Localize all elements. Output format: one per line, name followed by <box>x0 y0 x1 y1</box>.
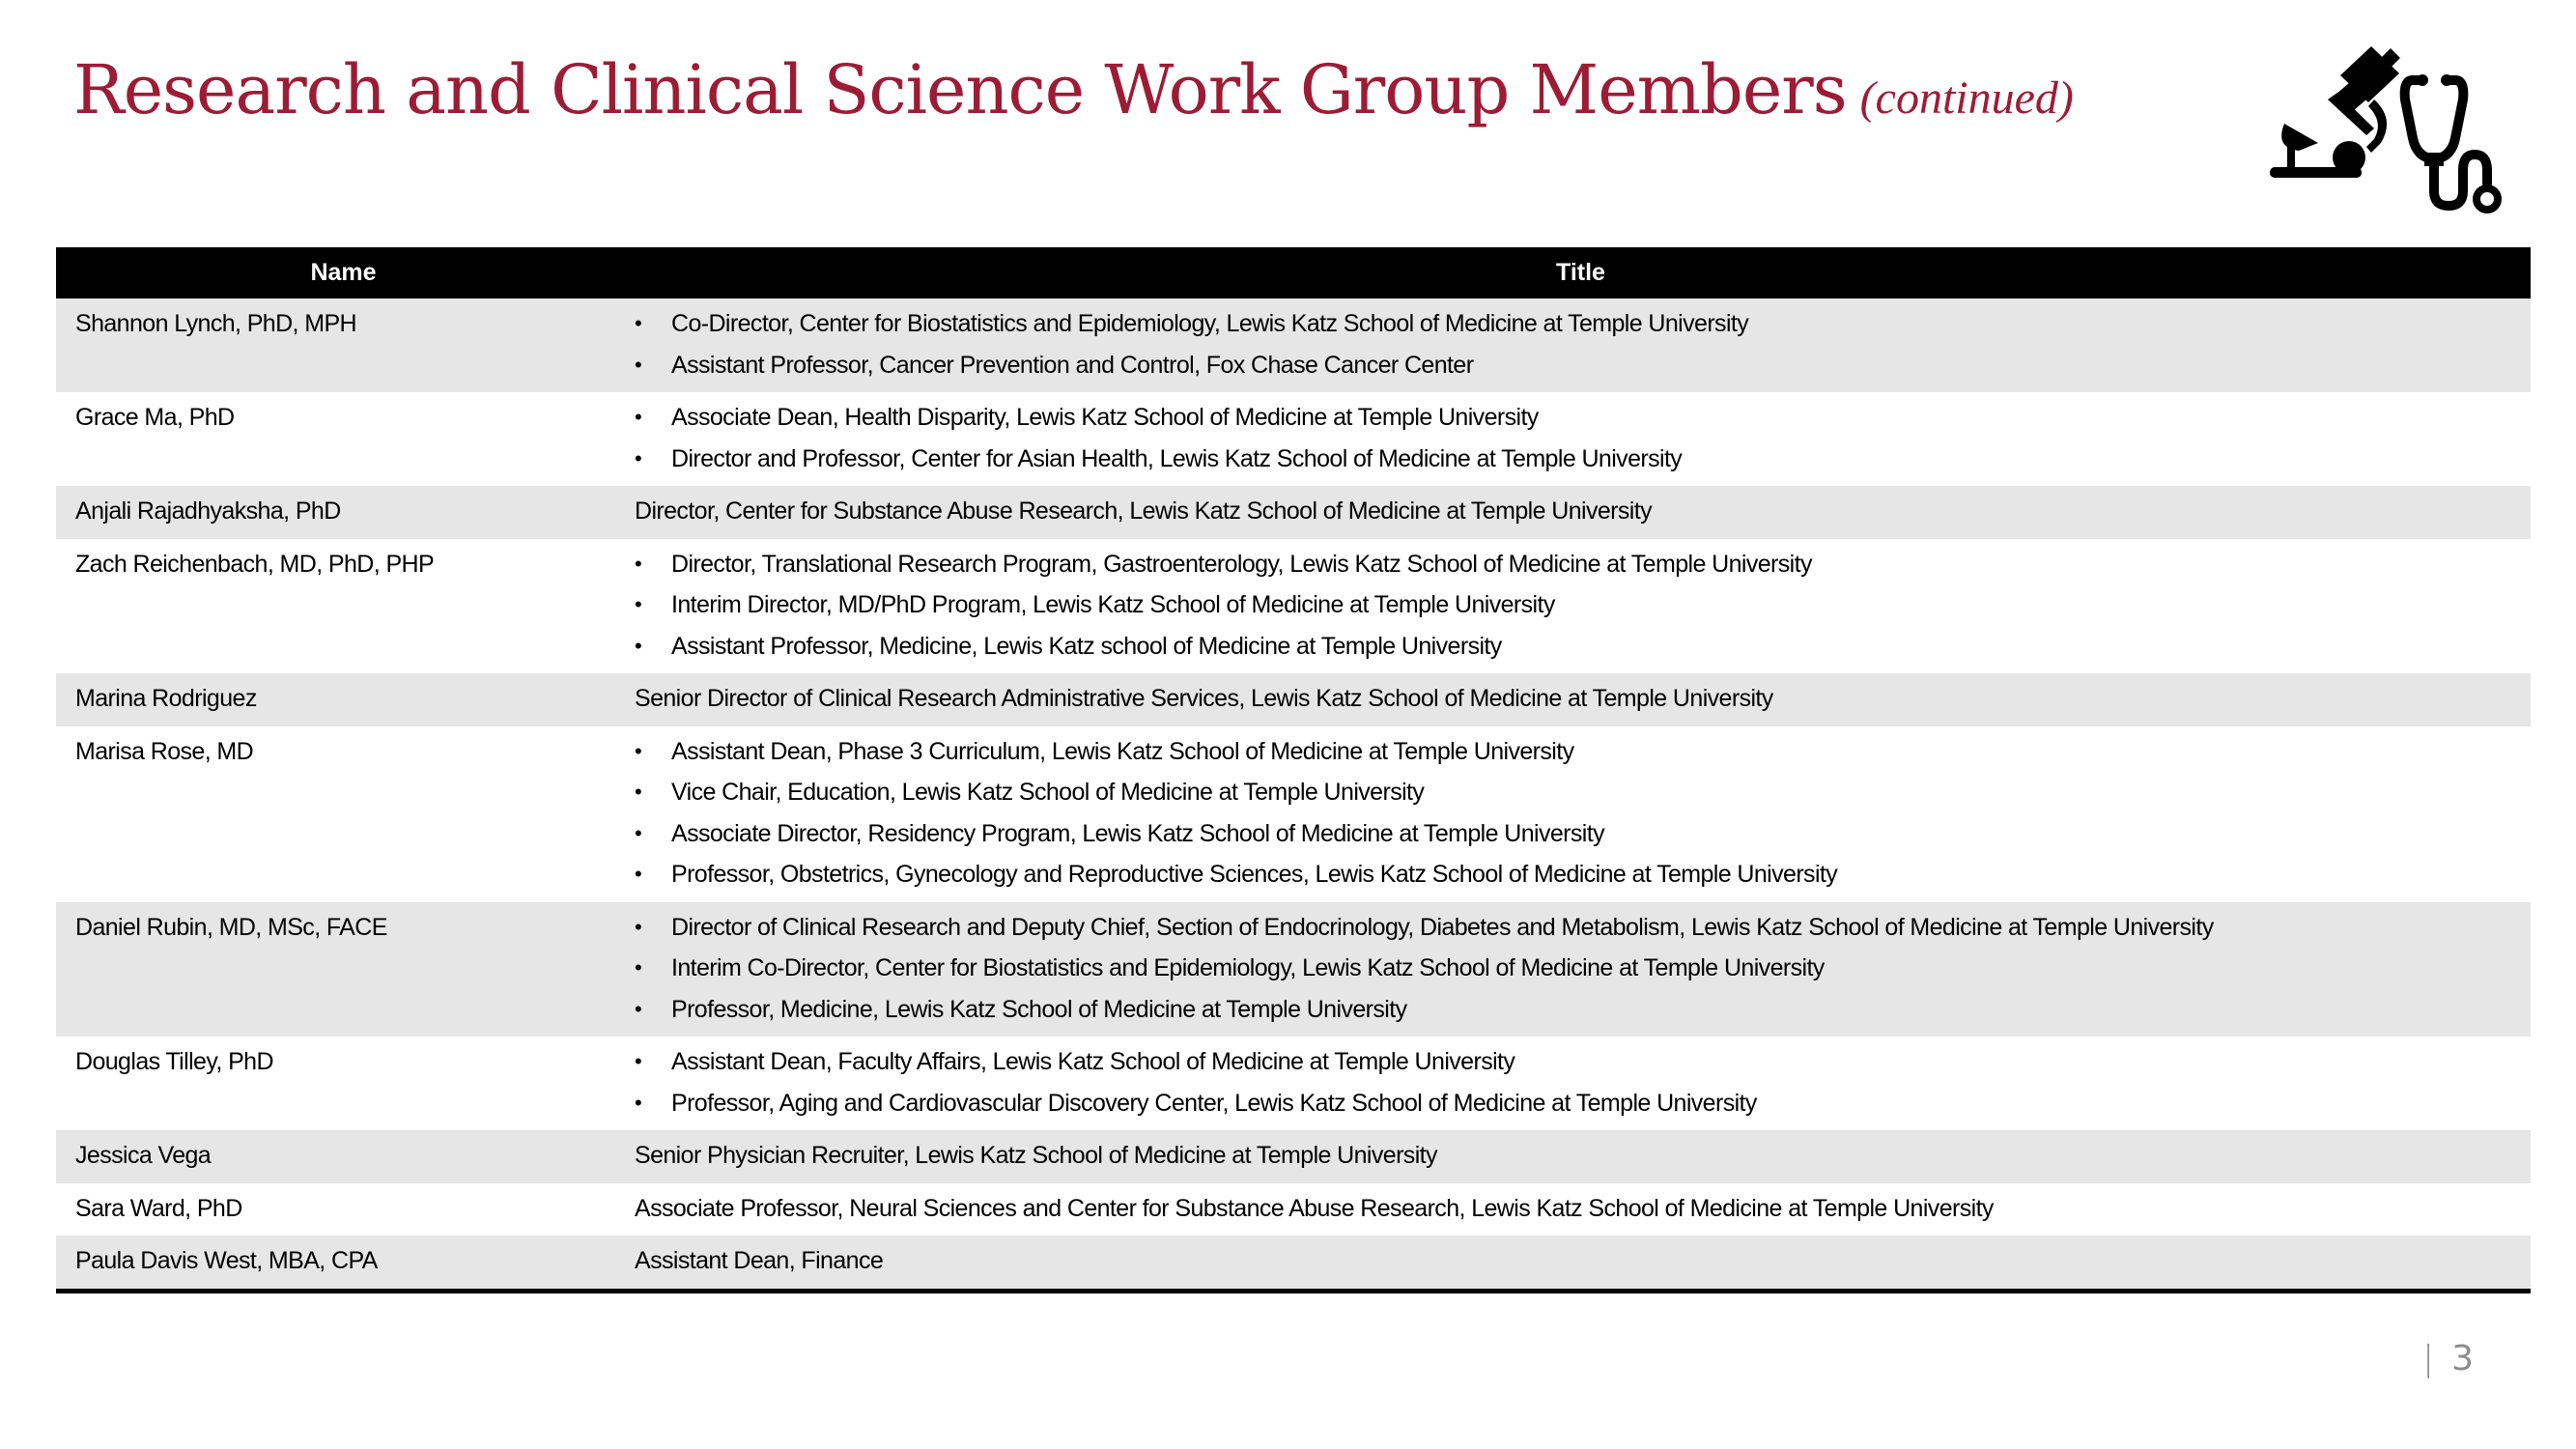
column-header-name: Name <box>56 247 631 298</box>
title-item: • Assistant Professor, Medicine, Lewis Katz school of Medicine at Temple University <box>635 626 2531 668</box>
member-name: Zach Reichenbach, MD, PhD, PHP <box>75 550 435 578</box>
microscope-icon <box>2270 46 2400 178</box>
member-name: Marina Rodriguez <box>56 673 631 726</box>
title-item: • Professor, Medicine, Lewis Katz School of Medicine at Temple University <box>635 989 2531 1031</box>
table-row <box>56 1130 2531 1183</box>
table-row <box>56 726 2531 902</box>
title-item: • Director, Translational Research Program, Gastroenterology, Lewis Katz School of Medicine at Temple University <box>635 544 2531 585</box>
table-row <box>56 1037 2531 1130</box>
table-row <box>56 486 2531 539</box>
page-number <box>2422 1339 2474 1378</box>
column-header-title: Title <box>631 247 2531 298</box>
page-title <box>73 50 2074 129</box>
page-number-value: 3 <box>2451 1339 2475 1378</box>
table-row <box>56 298 2531 392</box>
stethoscope-icon <box>2405 80 2498 210</box>
member-name: Jessica Vega <box>56 1130 631 1183</box>
member-title: Senior Physician Recruiter, Lewis Katz School of Medicine at Temple University <box>631 1130 2531 1183</box>
title-suffix: (continued) <box>1859 72 2074 124</box>
title-item: • Co-Director, Center for Biostatistics and Epidemiology, Lewis Katz School of Medicine at Temple University <box>635 303 2531 345</box>
member-name: Daniel Rubin, MD, MSc, FACE <box>56 902 631 1037</box>
title-item: • Associate Dean, Health Disparity, Lewis Katz School of Medicine at Temple University <box>635 397 2531 439</box>
title-item: • Director of Clinical Research and Deputy Chief, Section of Endocrinology, Diabetes and Metabolism, Lewis Katz School of Medicine at Temple University <box>635 907 2531 949</box>
title-item: • Professor, Obstetrics, Gynecology and Reproductive Sciences, Lewis Katz School of Medicine at Temple University <box>635 854 2531 895</box>
member-title: Senior Director of Clinical Research Administrative Services, Lewis Katz School of Medicine at Temple University <box>631 673 2531 726</box>
title-item: • Director and Professor, Center for Asian Health, Lewis Katz School of Medicine at Temple University <box>635 439 2531 480</box>
title-item: • Interim Director, MD/PhD Program, Lewis Katz School of Medicine at Temple University <box>635 584 2531 626</box>
member-titles <box>631 298 2531 392</box>
member-title: Associate Professor, Neural Sciences and Center for Substance Abuse Research, Lewis Katz School of Medicine at Temple University <box>635 1194 1994 1222</box>
title-item: • Professor, Aging and Cardiovascular Discovery Center, Lewis Katz School of Medicine at Temple University <box>635 1083 2531 1124</box>
members-table <box>56 247 2531 1293</box>
member-name: Douglas Tilley, PhD <box>75 1048 273 1075</box>
title-item: • Assistant Dean, Faculty Affairs, Lewis Katz School of Medicine at Temple University <box>635 1041 2531 1083</box>
title-item: • Assistant Dean, Phase 3 Curriculum, Lewis Katz School of Medicine at Temple University <box>635 731 2531 773</box>
title-item: • Associate Director, Residency Program, Lewis Katz School of Medicine at Temple University <box>635 813 2531 855</box>
page-separator: | <box>2422 1339 2435 1378</box>
table-row <box>56 392 2531 486</box>
member-name: Paula Davis West, MBA, CPA <box>56 1236 631 1291</box>
member-name: Shannon Lynch, PhD, MPH <box>56 298 631 392</box>
member-name: Sara Ward, PhD <box>75 1194 242 1222</box>
header-icons <box>2270 46 2560 220</box>
title-item: • Vice Chair, Education, Lewis Katz School of Medicine at Temple University <box>635 772 2531 813</box>
member-titles <box>631 1037 2531 1130</box>
member-titles <box>631 726 2531 902</box>
title-item: • Assistant Professor, Cancer Prevention and Control, Fox Chase Cancer Center <box>635 345 2531 386</box>
table-row <box>56 1183 2531 1236</box>
member-titles <box>631 392 2531 486</box>
member-name: Marisa Rose, MD <box>75 737 254 765</box>
member-title: Assistant Dean, Finance <box>631 1236 2531 1291</box>
member-titles <box>631 902 2531 1037</box>
member-name: Anjali Rajadhyaksha, PhD <box>56 486 631 539</box>
table-row <box>56 539 2531 674</box>
table-header-row <box>56 247 2531 298</box>
title-item: • Interim Co-Director, Center for Biostatistics and Epidemiology, Lewis Katz School of Medicine at Temple University <box>635 948 2531 989</box>
table-row <box>56 902 2531 1037</box>
member-title: Director, Center for Substance Abuse Research, Lewis Katz School of Medicine at Temple University <box>631 486 2531 539</box>
title-text: Research and Clinical Science Work Group Members <box>73 50 1847 129</box>
member-titles <box>631 539 2531 674</box>
member-name: Grace Ma, PhD <box>75 404 235 431</box>
table-row <box>56 673 2531 726</box>
table-row <box>56 1236 2531 1291</box>
